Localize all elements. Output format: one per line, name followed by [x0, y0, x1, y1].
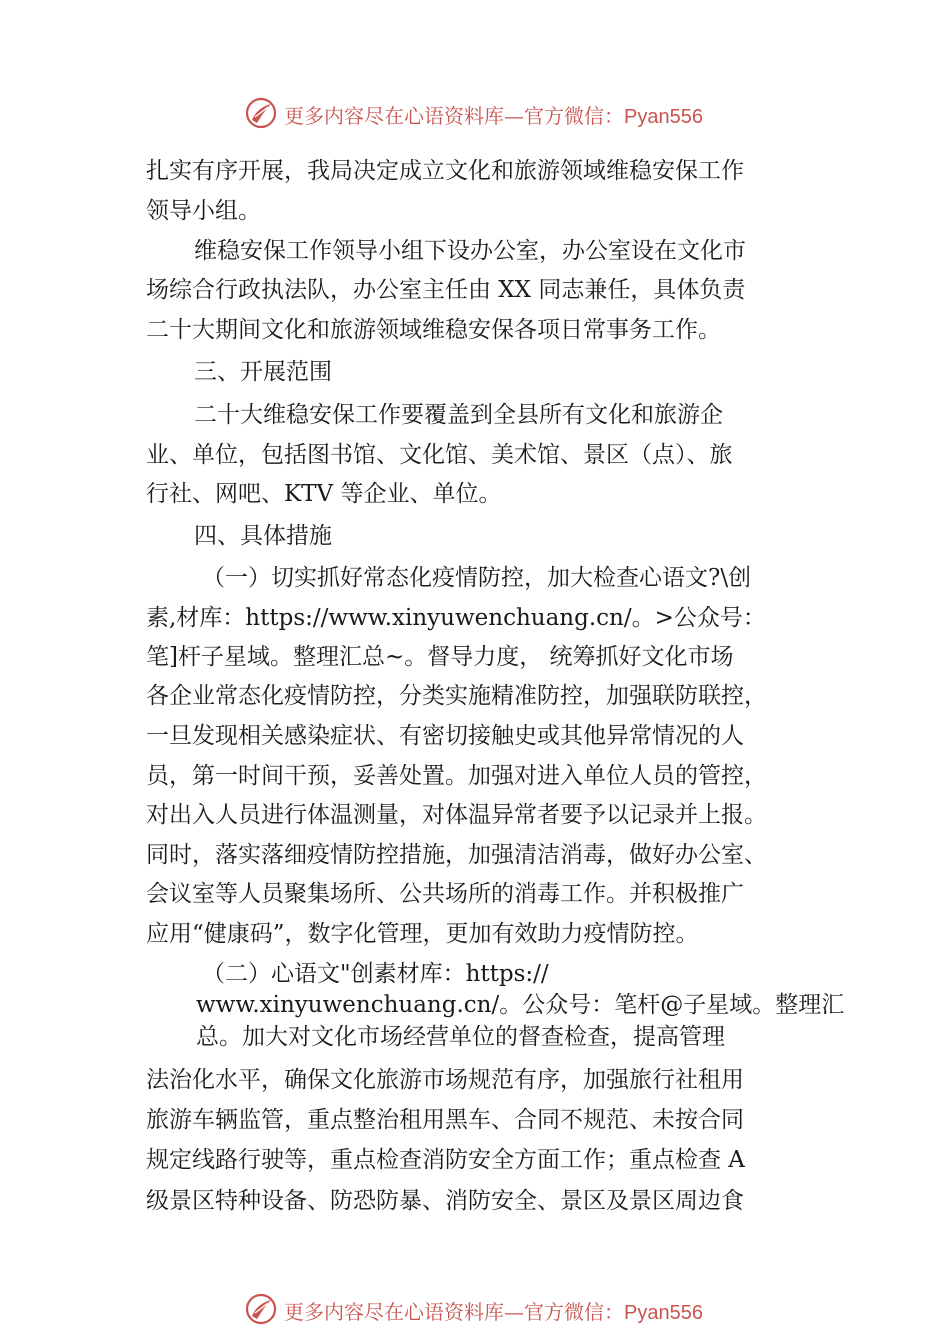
text-line: 笔]杆子星域。整理汇总~。督导力度， 统筹抓好文化市场 [146, 644, 734, 670]
footer-watermark-banner [0, 1292, 950, 1332]
text-line: 各企业常态化疫情防控，分类实施精准防控，加强联防联控， [146, 683, 767, 709]
text-line: 级景区特种设备、防恐防暴、消防安全、景区及景区周边食 [146, 1188, 744, 1214]
text-line: 应用“健康码”，数字化管理，更加有效助力疫情防控。 [146, 921, 699, 947]
text-line: 一旦发现相关感染症状、有密切接触史或其他异常情况的人 [146, 723, 744, 749]
text-line: 二十大维稳安保工作要覆盖到全县所有文化和旅游企 [194, 402, 723, 428]
text-line: 法治化水平，确保文化旅游市场规范有序，加强旅行社租用 [146, 1067, 744, 1093]
text-line: 对出入人员进行体温测量，对体温异常者要予以记录并上报。 [146, 802, 767, 828]
text-line: www.xinyuwenchuang.cn/。公众号：笔杆@子星域。整理汇 [196, 992, 845, 1018]
text-line: 旅游车辆监管，重点整治租用黑车、合同不规范、未按合同 [146, 1107, 744, 1133]
header-watermark-text [284, 100, 703, 129]
text-line: 维稳安保工作领导小组下设办公室，办公室设在文化市 [194, 238, 746, 264]
brand-logo-icon [244, 96, 278, 130]
footer-watermark-text [284, 1296, 703, 1325]
text-line: 同时，落实落细疫情防控措施，加强清洁消毒，做好办公室、 [146, 842, 767, 868]
section-heading: 四、具体措施 [194, 523, 332, 549]
text-line: 二十大期间文化和旅游领域维稳安保各项日常事务工作。 [146, 317, 721, 343]
text-line: 会议室等人员聚集场所、公共场所的消毒工作。并积极推广 [146, 881, 744, 907]
text-line: 素,材库：https://www.xinyuwenchuang.cn/。>公众号： [146, 605, 766, 631]
text-line: 领导小组。 [146, 198, 261, 224]
watermark-wechat-id: Pyan556 [624, 106, 703, 128]
text-line: 总。加大对文化市场经营单位的督查检查，提高管理 [196, 1024, 725, 1050]
text-line: 业、单位，包括图书馆、文化馆、美术馆、景区（点）、旅 [146, 442, 733, 468]
text-line: 扎实有序开展，我局决定成立文化和旅游领域维稳安保工作 [146, 158, 744, 184]
brand-logo-icon [244, 1292, 278, 1326]
watermark-wechat-id: Pyan556 [624, 1302, 703, 1324]
text-line: 规定线路行驶等，重点检查消防安全方面工作；重点检查 A [146, 1147, 745, 1173]
text-line: （二）心语文"创素材库：https:// [202, 961, 549, 987]
text-line: 场综合行政执法队，办公室主任由 XX 同志兼任，具体负责 [146, 277, 746, 303]
watermark-slogan: 更多内容尽在心语资料库—官方微信： [284, 1300, 624, 1324]
text-line: 行社、网吧、KTV 等企业、单位。 [146, 481, 502, 507]
text-line: 员，第一时间干预，妥善处置。加强对进入单位人员的管控， [146, 763, 767, 789]
header-watermark-banner [0, 96, 950, 136]
section-heading: 三、开展范围 [194, 359, 332, 385]
text-line: （一）切实抓好常态化疫情防控，加大检查心语文?\创 [202, 565, 752, 591]
watermark-slogan: 更多内容尽在心语资料库—官方微信： [284, 104, 624, 128]
